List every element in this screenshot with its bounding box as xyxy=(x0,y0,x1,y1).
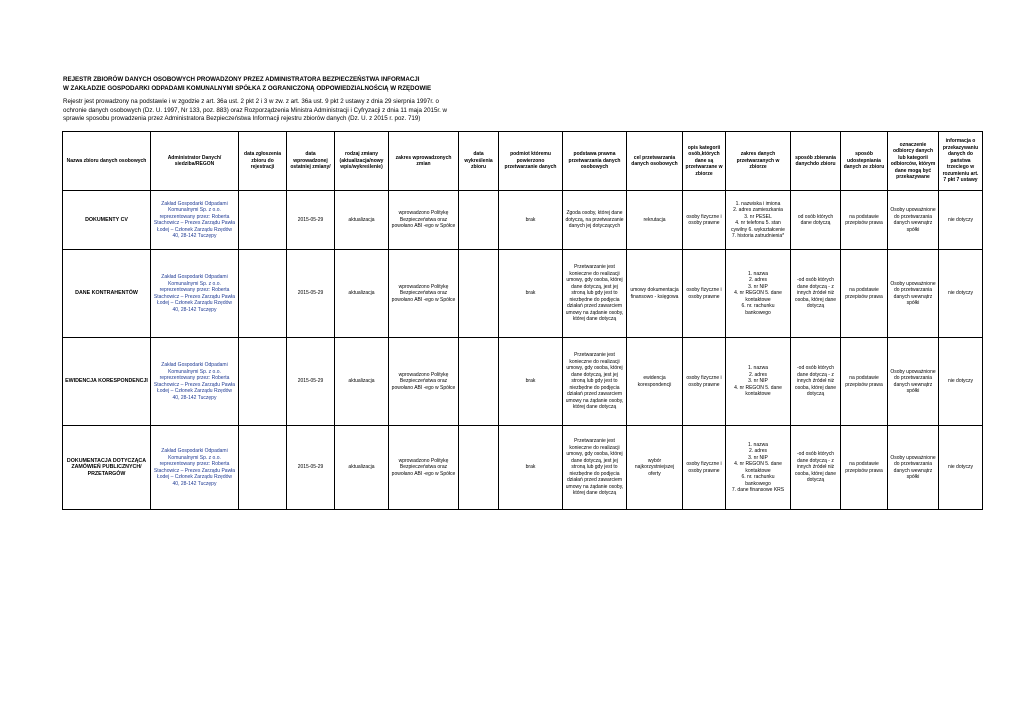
processor: brak xyxy=(499,250,563,338)
scope-line: 2. adres xyxy=(748,371,768,378)
scope-line: 1. nazwa xyxy=(747,365,768,372)
collection-method: -od osób których dane dotyczą - z innych źródeł niż osoba, której dane dotyczą xyxy=(791,338,841,426)
header-cell: Nazwa zbioru danych osobowych xyxy=(63,132,151,191)
registration-date xyxy=(239,250,287,338)
sharing-method: na podstawie przepisów prawa xyxy=(841,338,888,426)
last-change-date: 2015-05-29 xyxy=(287,191,335,250)
header-cell: data zgłoszenia zbioru do rejestracji xyxy=(239,132,287,191)
scope-line: 4. nr REGON 5. dane kontaktowe xyxy=(734,461,782,474)
scope-line: 4. nr REGON 5. dane kontaktowe xyxy=(734,290,782,303)
purpose: ewidencja korespondencji xyxy=(627,338,683,426)
deletion-date xyxy=(459,338,499,426)
purpose: wybór najkorzystniejszej oferty xyxy=(627,426,683,510)
scope-line: 6. nr. rachunku bankowego xyxy=(741,303,775,316)
recipients: Osoby upoważnione do przetwarzania danych wewnątrz spółki xyxy=(888,338,939,426)
scope-line: 3. nr NIP xyxy=(748,454,768,461)
scope-line: 4. nr REGON 5. dane kontaktowe xyxy=(734,384,782,398)
administrator: Zakład Gospodarki Odpadami Komunalnymi Sp. z o.o. reprezentowany przez: Roberta Stachowicz – Prezes Zarządu Pawła Łodej – Członek Zarządu Rzędów 40, 28-142 Tuczępy xyxy=(151,338,239,426)
header-cell: zakres wprowadzonych zmian xyxy=(389,132,459,191)
header-cell: cel przetwarzania danych osobowych xyxy=(627,132,683,191)
header-cell: oznaczenie odbiorcy danych lub kategorii odbiorców, którym dane mogą być przekazywane xyxy=(888,132,939,191)
scope-line: 1. nazwa xyxy=(747,270,768,277)
table-row xyxy=(63,426,983,510)
scope-line: 3. nr PESEL xyxy=(744,213,772,220)
purpose: umowy dokumentacja finansowo - księgowa xyxy=(627,250,683,338)
data-scope xyxy=(726,191,791,250)
recipients: Osoby upoważnione do przetwarzania danych wewnątrz spółki xyxy=(888,250,939,338)
scope-line: 2. adres zamieszkania xyxy=(733,207,783,213)
document-title xyxy=(63,76,963,93)
scope-line: 1. nazwa xyxy=(747,441,768,448)
header-cell: data wykreślenia zbioru xyxy=(459,132,499,191)
header-cell: data wprowadzonej ostatniej zmiany/ xyxy=(287,132,335,191)
change-type: aktualizacja xyxy=(335,250,389,338)
dataset-name: DANE KONTRAHENTÓW xyxy=(63,250,151,338)
scope-line: 3. nr NIP xyxy=(748,378,768,385)
purpose: rekrutacja xyxy=(627,191,683,250)
scope-line: 4. nr telefonu 5. stan cywilny 6. wykształcenie xyxy=(731,220,785,233)
table-row xyxy=(63,191,983,250)
change-type: aktualizacja xyxy=(335,191,389,250)
third-country-info: nie dotyczy xyxy=(939,426,983,510)
title-line-1: REJESTR ZBIORÓW DANYCH OSOBOWYCH PROWADZONY PRZEZ ADMINISTRATORA BEZPIECZEŃSTWA INFORMACJI xyxy=(63,76,420,83)
last-change-date: 2015-05-29 xyxy=(287,338,335,426)
third-country-info: nie dotyczy xyxy=(939,191,983,250)
collection-method: -od osób których dane dotyczą - z innych źródeł niż osoba, której dane dotyczą xyxy=(791,250,841,338)
change-scope: wprowadzono Politykę Bezpieczeństwa oraz powołano ABI -ego w Spółce xyxy=(389,191,459,250)
third-country-info: nie dotyczy xyxy=(939,338,983,426)
legal-basis: Przetwarzanie jest konieczne do realizacji umowy, gdy osoba, której dane dotyczą, jest jej stroną lub gdy jest to niezbędne do podjęcia działań przed zawarciem umowy na żądanie osoby, której dane dotyczą xyxy=(563,426,627,510)
person-categories: osoby fizyczne i osoby prawne xyxy=(683,426,726,510)
person-categories: osoby fizyczne i osoby prawne xyxy=(683,250,726,338)
registration-date xyxy=(239,191,287,250)
third-country-info: nie dotyczy xyxy=(939,250,983,338)
administrator: Zakład Gospodarki Odpadami Komunalnymi Sp. z o.o. reprezentowany przez: Roberta Stachowicz – Prezes Zarządu Pawła Łodej – Członek Zarządu Rzędów 40, 28-142 Tuczępy xyxy=(151,191,239,250)
scope-line: 6. nr. rachunku bankowego xyxy=(741,474,775,487)
administrator: Zakład Gospodarki Odpadami Komunalnymi Sp. z o.o. reprezentowany przez: Roberta Stachowicz – Prezes Zarządu Pawła Łodej – Członek Zarządu Rzędów 40, 28-142 Tuczępy xyxy=(151,250,239,338)
scope-line: 2. adres xyxy=(748,448,768,454)
data-scope xyxy=(726,426,791,510)
registration-date xyxy=(239,426,287,510)
change-scope: wprowadzono Politykę Bezpieczeństwa oraz powołano ABI -ego w Spółce xyxy=(389,250,459,338)
processor: brak xyxy=(499,338,563,426)
table-row xyxy=(63,250,983,338)
sharing-method: na podstawie przepisów prawa xyxy=(841,250,888,338)
header-cell: rodzaj zmiany (aktualizacja/nowy wpis/wykreślenie) xyxy=(335,132,389,191)
person-categories: osoby fizyczne i osoby prawne xyxy=(683,338,726,426)
title-line-2: W ZAKŁADZIE GOSPODARKI ODPADAMI KOMUNALNYMI SPÓŁKA Z OGRANICZONĄ ODPOWIEDZIALNOŚCIĄ W RZĘDOWIE xyxy=(63,84,432,92)
processor: brak xyxy=(499,191,563,250)
header-cell: informacja o przekazywaniu danych do państwa trzeciego w rozumieniu art. 7 pkt 7 ustawy xyxy=(939,132,983,191)
dataset-name: EWIDENCJA KORESPONDENCJI xyxy=(63,338,151,426)
last-change-date: 2015-05-29 xyxy=(287,426,335,510)
change-type: aktualizacja xyxy=(335,338,389,426)
scope-line: 2. adres xyxy=(748,277,768,284)
processor: brak xyxy=(499,426,563,510)
header-cell: podstawa prawna przetwarzania danych osobowych xyxy=(563,132,627,191)
last-change-date: 2015-05-29 xyxy=(287,250,335,338)
data-scope xyxy=(726,338,791,426)
recipients: Osoby upoważnione do przetwarzania danych wewnątrz spółki xyxy=(888,191,939,250)
administrator: Zakład Gospodarki Odpadami Komunalnymi Sp. z o.o. reprezentowany przez: Roberta Stachowicz – Prezes Zarządu Pawła Łodej – Członek Zarządu Rzędów 40, 28-142 Tuczępy xyxy=(151,426,239,510)
register-table xyxy=(62,131,983,510)
header-cell: sposób udostepniania danych ze zbioru xyxy=(841,132,888,191)
legal-basis: Zgoda osoby, której dane dotyczą, na przetwarzanie danych jej dotyczących xyxy=(563,191,627,250)
table-row xyxy=(63,338,983,426)
collection-method: -od osób których dane dotyczą - z innych źródeł niż osoba, której dane dotyczą xyxy=(791,426,841,510)
intro-paragraph: Rejestr jest prowadzony na podstawie i w zgodzie z art. 36a ust. 2 pkt 2 i 3 w zw. z art. 36a ust. 9 pkt 2 ustawy z dnia 29 sierpnia 1997r. o ochronie danych osobowych (Dz. U. 1997, Nr 133, poz. 883) oraz Rozporządzenia Ministra Administracji i Cyfryzacji z dnia 11 maja 2015r. w sprawie sposobu prowadzenia przez Administratora Bezpieczeństwa Informacji rejestru zbiorów danych (Dz. U. z 2015 r. poz. 719) xyxy=(63,98,448,123)
change-scope: wprowadzono Politykę Bezpieczeństwa oraz powołano ABI -ego w Spółce xyxy=(389,426,459,510)
recipients: Osoby upoważnione do przetwarzania danych wewnątrz spółki xyxy=(888,426,939,510)
scope-line: 7. dane finansowe KRS xyxy=(731,487,785,493)
change-scope: wprowadzono Politykę Bezpieczeństwa oraz powołano ABI -ego w Spółce xyxy=(389,338,459,426)
collection-method: od osób których dane dotyczą xyxy=(791,191,841,250)
sharing-method: na podstawie przepisów prawa xyxy=(841,191,888,250)
header-cell: zakres danych przetwarzanych w zbiorze xyxy=(726,132,791,191)
deletion-date xyxy=(459,426,499,510)
header-row xyxy=(63,132,983,191)
header-cell: sposób zbierania danychdo zbioru xyxy=(791,132,841,191)
scope-line: 3. nr NIP xyxy=(748,283,768,290)
header-cell: podmiot któremu powierzono przetwarzanie danych xyxy=(499,132,563,191)
dataset-name: DOKUMENTY CV xyxy=(63,191,151,250)
header-cell: opis kategorii osób,których dane są przetwarzane w zbiorze xyxy=(683,132,726,191)
sharing-method: na podstawie przepisów prawa xyxy=(841,426,888,510)
scope-line: 1. nazwiska i imiona xyxy=(735,200,781,207)
change-type: aktualizacja xyxy=(335,426,389,510)
deletion-date xyxy=(459,250,499,338)
scope-line: 7. historia zatrudnienia* xyxy=(731,233,785,239)
data-scope xyxy=(726,250,791,338)
deletion-date xyxy=(459,191,499,250)
dataset-name: DOKUMENTACJA DOTYCZĄCA ZAMÓWIEŃ PUBLICZNYCH/ PRZETARGÓW xyxy=(63,426,151,510)
legal-basis: Przetwarzanie jest konieczne do realizacji umowy, gdy osoba, której dane dotyczą, jest jej stroną lub gdy jest to niezbędne do podjęcia działań przed zawarciem umowy na żądanie osoby, której dane dotyczą xyxy=(563,250,627,338)
legal-basis: Przetwarzanie jest konieczne do realizacji umowy, gdy osoba, której dane dotyczą, jest jej stroną lub gdy jest to niezbędne do podjęcia działań przed zawarciem umowy na żądanie osoby, której dane dotyczą xyxy=(563,338,627,426)
header-cell: Administrator Danych/ siedziba/REGON xyxy=(151,132,239,191)
person-categories: osoby fizyczne i osoby prawne xyxy=(683,191,726,250)
registration-date xyxy=(239,338,287,426)
